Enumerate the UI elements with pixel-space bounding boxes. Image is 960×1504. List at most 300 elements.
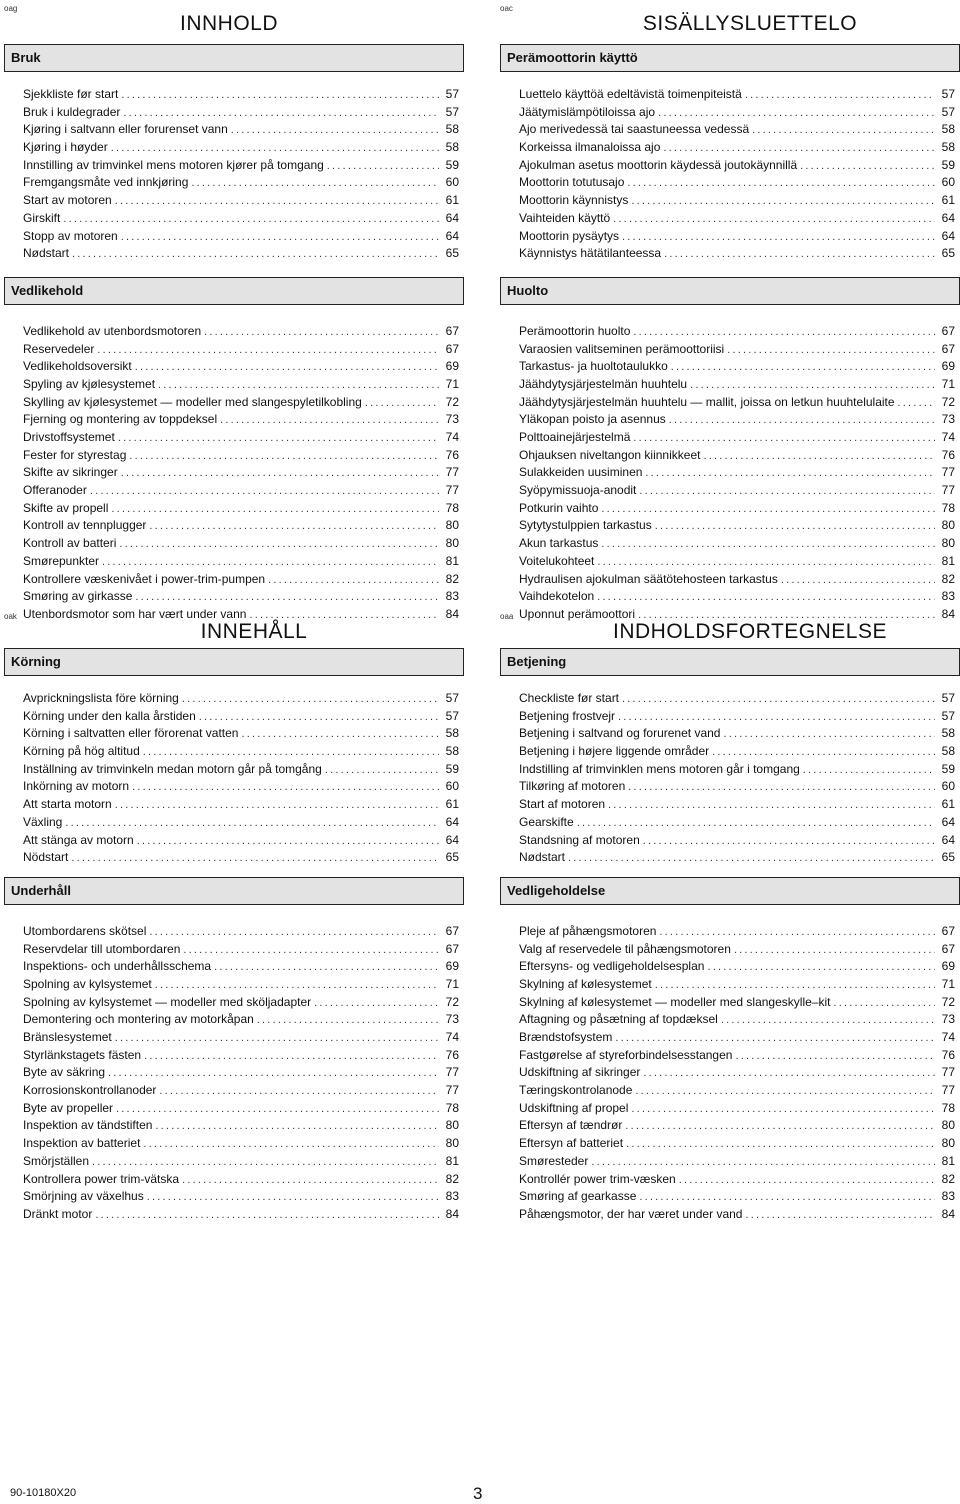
- section-gap: [4, 867, 464, 877]
- entry-title: Nødstart: [519, 850, 566, 865]
- entry-page: 73: [941, 412, 955, 427]
- dot-leader: [97, 342, 439, 359]
- toc-norwegian: [4, 4, 464, 624]
- entry-title: Smörjning av växelhus: [23, 1189, 144, 1204]
- entry-title: Körning på hög altitud: [23, 744, 140, 759]
- dot-leader: [90, 483, 439, 500]
- dot-leader: [137, 833, 439, 850]
- dot-leader: [690, 377, 935, 394]
- dot-leader: [618, 709, 935, 726]
- dot-leader: [898, 395, 935, 412]
- entry-title: Smøring af gearkasse: [519, 1189, 637, 1204]
- entry-title: Vaihteiden käyttö: [519, 210, 611, 225]
- entry-title: Vedlikehold av utenbordsmotoren: [23, 323, 202, 338]
- toc-entry: [519, 517, 955, 535]
- dot-leader: [645, 465, 935, 482]
- entry-page: 57: [941, 708, 955, 723]
- entry-page: 84: [941, 606, 955, 621]
- entry-page: 64: [941, 210, 955, 225]
- toc-entry: [519, 1047, 955, 1065]
- dot-leader: [231, 122, 439, 139]
- entry-title: Skifte av sikringer: [23, 465, 118, 480]
- entry-page: 58: [445, 122, 459, 137]
- dot-leader: [721, 1012, 935, 1029]
- toc-entry: [519, 341, 955, 359]
- entry-page: 74: [445, 430, 459, 444]
- dot-leader: [631, 193, 935, 210]
- toc-entry: [23, 1153, 459, 1171]
- entry-title: Skylling av kjølesystemet — modeller med slangespyletilkobling: [23, 394, 362, 409]
- entry-page: 61: [941, 797, 955, 812]
- dot-leader: [752, 122, 935, 139]
- entry-page: 80: [445, 536, 459, 551]
- entry-title: Ohjauksen niveltangon kiinnikkeet: [519, 447, 701, 462]
- dot-leader: [723, 726, 935, 743]
- entry-title: Brændstofsystem: [519, 1030, 613, 1044]
- entry-page: 83: [445, 1189, 459, 1204]
- toc-entry: [23, 1135, 459, 1153]
- toc-list: [500, 905, 960, 1224]
- entry-page: 77: [445, 483, 459, 498]
- entry-page: 58: [445, 726, 459, 741]
- entry-page: 57: [941, 691, 955, 705]
- entry-title: Skylning af kølesystemet — modeller med slangeskylle–kit: [519, 994, 831, 1009]
- dot-leader: [116, 1101, 439, 1118]
- dot-leader: [72, 246, 439, 263]
- dot-leader: [734, 942, 935, 959]
- entry-page: 76: [445, 447, 459, 462]
- dot-leader: [257, 1012, 439, 1029]
- dot-leader: [115, 1030, 439, 1047]
- entry-title: Moottorin totutusajo: [519, 175, 625, 190]
- toc-entry: [519, 358, 955, 376]
- toc-entry: [519, 1206, 955, 1224]
- toc-entry: [23, 923, 459, 941]
- entry-title: Pleje af påhængsmotoren: [519, 923, 657, 938]
- entry-page: 73: [941, 1012, 955, 1027]
- entry-title: Syöpymissuoja-anodit: [519, 483, 637, 498]
- entry-page: 67: [941, 341, 955, 356]
- toc-entry: [519, 157, 955, 175]
- entry-title: Demontering och montering av motorkåpan: [23, 1012, 254, 1027]
- dot-leader: [182, 691, 439, 708]
- dot-leader: [204, 324, 439, 341]
- entry-page: 72: [941, 394, 955, 409]
- toc-entry: [519, 1171, 955, 1189]
- toc-danish: [500, 612, 960, 1224]
- dot-leader: [111, 140, 439, 157]
- dot-leader: [597, 589, 935, 606]
- entry-page: 77: [445, 1065, 459, 1080]
- toc-entry: [519, 778, 955, 796]
- entry-title: Sjekkliste før start: [23, 87, 119, 101]
- toc-entry: [23, 1117, 459, 1135]
- entry-page: 83: [941, 1189, 955, 1204]
- entry-page: 67: [445, 923, 459, 938]
- entry-page: 78: [445, 1100, 459, 1115]
- dot-leader: [745, 1207, 935, 1224]
- entry-page: 81: [941, 553, 955, 568]
- entry-title: Stopp av motoren: [23, 228, 118, 243]
- toc-entry: [23, 1064, 459, 1082]
- entry-title: Eftersyns- og vedligeholdelsesplan: [519, 959, 705, 974]
- entry-page: 71: [941, 376, 955, 391]
- dot-leader: [191, 175, 439, 192]
- entry-page: 61: [445, 193, 459, 208]
- dot-leader: [633, 324, 935, 341]
- toc-entry: [23, 958, 459, 976]
- entry-page: 60: [445, 175, 459, 190]
- toc-entry: [23, 376, 459, 394]
- dot-leader: [92, 1154, 439, 1171]
- toc-entry: [23, 104, 459, 122]
- dot-leader: [628, 779, 935, 796]
- entry-page: 57: [941, 104, 955, 119]
- entry-title: Drivstoffsystemet: [23, 430, 115, 444]
- dot-leader: [182, 1172, 439, 1189]
- dot-leader: [71, 850, 439, 867]
- toc-entry: [519, 192, 955, 210]
- toc-entry: [23, 192, 459, 210]
- entry-page: 77: [941, 483, 955, 498]
- dot-leader: [703, 448, 935, 465]
- entry-page: 82: [941, 571, 955, 586]
- dot-leader: [214, 959, 439, 976]
- toc-entry: [23, 482, 459, 500]
- toc-entry: [23, 761, 459, 779]
- toc-entry: [519, 121, 955, 139]
- entry-page: 72: [445, 394, 459, 409]
- entry-page: 71: [445, 376, 459, 391]
- dot-leader: [568, 850, 935, 867]
- entry-title: Standsning af motoren: [519, 832, 640, 847]
- toc-swedish: [4, 612, 464, 1224]
- entry-page: 65: [941, 246, 955, 261]
- entry-page: 58: [445, 744, 459, 759]
- entry-page: 74: [941, 1030, 955, 1044]
- entry-page: 60: [941, 175, 955, 190]
- dot-leader: [123, 105, 439, 122]
- dot-leader: [803, 762, 935, 779]
- toc-entry: [519, 447, 955, 465]
- dot-leader: [199, 709, 439, 726]
- toc-entry: [519, 323, 955, 341]
- section-header: Vedligeholdelse: [500, 877, 960, 905]
- document-code: 90-10180X20: [10, 1487, 77, 1499]
- dot-leader: [735, 1048, 935, 1065]
- toc-entry: [23, 517, 459, 535]
- entry-title: Gearskifte: [519, 814, 574, 829]
- dot-leader: [707, 959, 935, 976]
- toc-entry: [519, 1153, 955, 1171]
- dot-leader: [627, 175, 935, 192]
- section-header: Underhåll: [4, 877, 464, 905]
- entry-title: Sulakkeiden uusiminen: [519, 465, 643, 480]
- entry-title: Voitelukohteet: [519, 553, 595, 568]
- entry-title: Inkörning av motorn: [23, 779, 130, 794]
- entry-title: Udskiftning af sikringer: [519, 1065, 641, 1080]
- toc-entry: [519, 535, 955, 553]
- entry-title: Inställning av trimvinkeln medan motorn går på tomgång: [23, 761, 322, 776]
- toc-entry: [23, 210, 459, 228]
- entry-page: 80: [445, 518, 459, 533]
- entry-title: Spolning av kylsystemet: [23, 976, 152, 991]
- entry-page: 58: [941, 140, 955, 155]
- toc-entry: [23, 341, 459, 359]
- toc-entry: [519, 86, 955, 104]
- entry-page: 64: [445, 832, 459, 847]
- dot-leader: [601, 536, 935, 553]
- entry-title: Smørepunkter: [23, 553, 100, 568]
- entry-title: Vedlikeholdsoversikt: [23, 359, 132, 374]
- entry-title: Kontrollera power trim-vätska: [23, 1171, 180, 1186]
- entry-title: Perämoottorin huolto: [519, 323, 631, 338]
- toc-entry: [23, 464, 459, 482]
- toc-entry: [23, 1011, 459, 1029]
- dot-leader: [121, 229, 439, 246]
- dot-leader: [132, 779, 439, 796]
- toc-entry: [519, 976, 955, 994]
- entry-page: 65: [941, 850, 955, 865]
- toc-entry: [23, 447, 459, 465]
- entry-title: Girskift: [23, 210, 61, 225]
- entry-title: Spyling av kjølesystemet: [23, 376, 156, 391]
- entry-page: 67: [941, 323, 955, 338]
- toc-entry: [23, 139, 459, 157]
- entry-title: Jäähdytysjärjestelmän huuhtelu — mallit, joissa on letkun huuhtelulaite: [519, 394, 895, 409]
- dot-leader: [155, 1118, 439, 1135]
- dot-leader: [268, 572, 439, 589]
- toc-entry: [23, 1171, 459, 1189]
- entry-page: 69: [941, 359, 955, 374]
- entry-title: Eftersyn af tændrør: [519, 1118, 623, 1133]
- entry-page: 82: [445, 1171, 459, 1186]
- toc-entry: [519, 923, 955, 941]
- entry-title: Offeranoder: [23, 483, 87, 498]
- entry-title: Checkliste før start: [519, 691, 620, 705]
- toc-list: [4, 305, 464, 624]
- entry-page: 57: [941, 87, 955, 101]
- dot-leader: [622, 229, 935, 246]
- entry-page: 74: [941, 430, 955, 444]
- dot-leader: [129, 448, 439, 465]
- entry-page: 72: [445, 994, 459, 1009]
- dot-leader: [679, 1172, 935, 1189]
- entry-page: 65: [445, 850, 459, 865]
- dot-leader: [727, 342, 935, 359]
- entry-page: 80: [941, 536, 955, 551]
- toc-entry: [23, 553, 459, 571]
- entry-page: 57: [445, 104, 459, 119]
- dot-leader: [643, 833, 935, 850]
- dot-leader: [669, 412, 935, 429]
- entry-page: 64: [445, 210, 459, 225]
- entry-title: Smörjställen: [23, 1153, 90, 1168]
- toc-list: [4, 676, 464, 867]
- toc-entry: [519, 104, 955, 122]
- toc-entry: [23, 86, 459, 104]
- toc-list: [4, 72, 464, 263]
- dot-leader: [615, 1030, 935, 1047]
- entry-title: Nødstart: [23, 246, 70, 261]
- toc-entry: [519, 464, 955, 482]
- entry-page: 84: [445, 606, 459, 621]
- dot-leader: [601, 501, 935, 518]
- entry-page: 64: [445, 228, 459, 243]
- dot-leader: [591, 1154, 935, 1171]
- entry-page: 69: [941, 959, 955, 974]
- dot-leader: [625, 1118, 935, 1135]
- dot-leader: [121, 465, 439, 482]
- toc-entry: [519, 1011, 955, 1029]
- toc-list: [500, 72, 960, 263]
- dot-leader: [327, 158, 439, 175]
- toc-entry: [519, 796, 955, 814]
- dot-leader: [144, 1048, 439, 1065]
- entry-title: Kontroll av batteri: [23, 536, 117, 551]
- entry-page: 59: [941, 761, 955, 776]
- dot-leader: [115, 193, 439, 210]
- toc-entry: [519, 1029, 955, 1047]
- toc-entry: [519, 588, 955, 606]
- entry-title: Bränslesystemet: [23, 1030, 112, 1044]
- entry-title: Att starta motorn: [23, 797, 112, 812]
- entry-page: 78: [941, 1100, 955, 1115]
- entry-page: 81: [445, 1153, 459, 1168]
- toc-entry: [23, 1188, 459, 1206]
- toc-entry: [519, 814, 955, 832]
- section-gap: [4, 263, 464, 273]
- entry-page: 73: [445, 1012, 459, 1027]
- section-header: Körning: [4, 648, 464, 676]
- dot-leader: [65, 815, 439, 832]
- toc-entry: [23, 174, 459, 192]
- entry-title: Polttoainejärjestelmä: [519, 430, 631, 444]
- dot-leader: [314, 995, 439, 1012]
- toc-entry: [519, 429, 955, 447]
- entry-title: Käynnistys hätätilanteessa: [519, 246, 662, 261]
- language-code: oaa: [500, 612, 514, 621]
- entry-page: 76: [941, 447, 955, 462]
- entry-title: Varaosien valitseminen perämoottoriisi: [519, 341, 725, 356]
- toc-entry: [23, 708, 459, 726]
- entry-page: 67: [941, 941, 955, 956]
- entry-page: 59: [445, 157, 459, 172]
- entry-title: Kontrollere væskenivået i power-trim-pumpen: [23, 571, 266, 586]
- toc-entry: [23, 778, 459, 796]
- entry-page: 77: [445, 1083, 459, 1098]
- entry-title: Utombordarens skötsel: [23, 923, 147, 938]
- toc-finnish: [500, 4, 960, 624]
- entry-title: Betjening i saltvand og forurenet vand: [519, 726, 721, 741]
- toc-entry: [23, 941, 459, 959]
- entry-page: 84: [941, 1206, 955, 1221]
- entry-page: 59: [445, 761, 459, 776]
- toc-entry: [23, 535, 459, 553]
- toc-entry: [519, 849, 955, 867]
- toc-entry: [519, 210, 955, 228]
- toc-entry: [23, 1047, 459, 1065]
- entry-page: 80: [941, 1136, 955, 1151]
- section-header: Huolto: [500, 277, 960, 305]
- dot-leader: [183, 942, 439, 959]
- entry-page: 64: [941, 228, 955, 243]
- entry-page: 84: [445, 1206, 459, 1221]
- entry-page: 77: [941, 1083, 955, 1098]
- entry-page: 64: [941, 814, 955, 829]
- entry-page: 72: [941, 994, 955, 1009]
- section-header: Betjening: [500, 648, 960, 676]
- entry-page: 64: [941, 832, 955, 847]
- page-number: 3: [473, 1484, 483, 1503]
- toc-entry: [519, 174, 955, 192]
- dot-leader: [158, 377, 439, 394]
- dot-leader: [608, 797, 935, 814]
- entry-title: Bruk i kuldegrader: [23, 104, 121, 119]
- entry-page: 71: [445, 976, 459, 991]
- entry-page: 57: [445, 691, 459, 705]
- entry-title: Kontroll av tennplugger: [23, 518, 147, 533]
- entry-title: Moottorin pysäytys: [519, 228, 620, 243]
- entry-page: 81: [941, 1153, 955, 1168]
- entry-title: Sytytystulppien tarkastus: [519, 518, 652, 533]
- dot-leader: [635, 1083, 935, 1100]
- entry-title: Eftersyn af batteriet: [519, 1136, 624, 1151]
- entry-title: Avprickningslista före körning: [23, 691, 179, 705]
- entry-title: Kjøring i høyder: [23, 140, 108, 155]
- entry-title: Dränkt motor: [23, 1206, 93, 1221]
- entry-title: Udskiftning af propel: [519, 1100, 629, 1115]
- dot-leader: [671, 359, 935, 376]
- entry-page: 58: [445, 140, 459, 155]
- entry-title: Moottorin käynnistys: [519, 193, 629, 208]
- entry-page: 60: [445, 779, 459, 794]
- toc-entry: [519, 690, 955, 708]
- toc-title: INDHOLDSFORTEGNELSE: [613, 620, 887, 643]
- entry-page: 58: [941, 726, 955, 741]
- entry-title: Växling: [23, 814, 63, 829]
- toc-entry: [519, 743, 955, 761]
- entry-title: Körning under den kalla årstiden: [23, 708, 196, 723]
- toc-entry: [23, 358, 459, 376]
- entry-page: 81: [445, 553, 459, 568]
- toc-entry: [519, 1188, 955, 1206]
- entry-page: 58: [941, 122, 955, 137]
- entry-title: Skylning af kølesystemet: [519, 976, 652, 991]
- language-code: oak: [4, 612, 17, 621]
- entry-page: 71: [941, 976, 955, 991]
- dot-leader: [639, 483, 935, 500]
- dot-leader: [220, 412, 439, 429]
- toc-entry: [519, 500, 955, 518]
- toc-entry: [519, 139, 955, 157]
- toc-entry: [23, 588, 459, 606]
- dot-leader: [95, 1207, 439, 1224]
- toc-entry: [519, 1117, 955, 1135]
- section-header: Perämoottorin käyttö: [500, 44, 960, 72]
- toc-title: INNEHÅLL: [200, 620, 308, 643]
- entry-title: Reservedeler: [23, 341, 95, 356]
- dot-leader: [833, 995, 935, 1012]
- dot-leader: [325, 762, 439, 779]
- entry-page: 67: [445, 323, 459, 338]
- entry-page: 57: [445, 87, 459, 101]
- dot-leader: [631, 1101, 935, 1118]
- entry-title: Luettelo käyttöä edeltävistä toimenpiteistä: [519, 87, 742, 101]
- dot-leader: [147, 1189, 439, 1206]
- dot-leader: [149, 518, 439, 535]
- toc-entry: [519, 411, 955, 429]
